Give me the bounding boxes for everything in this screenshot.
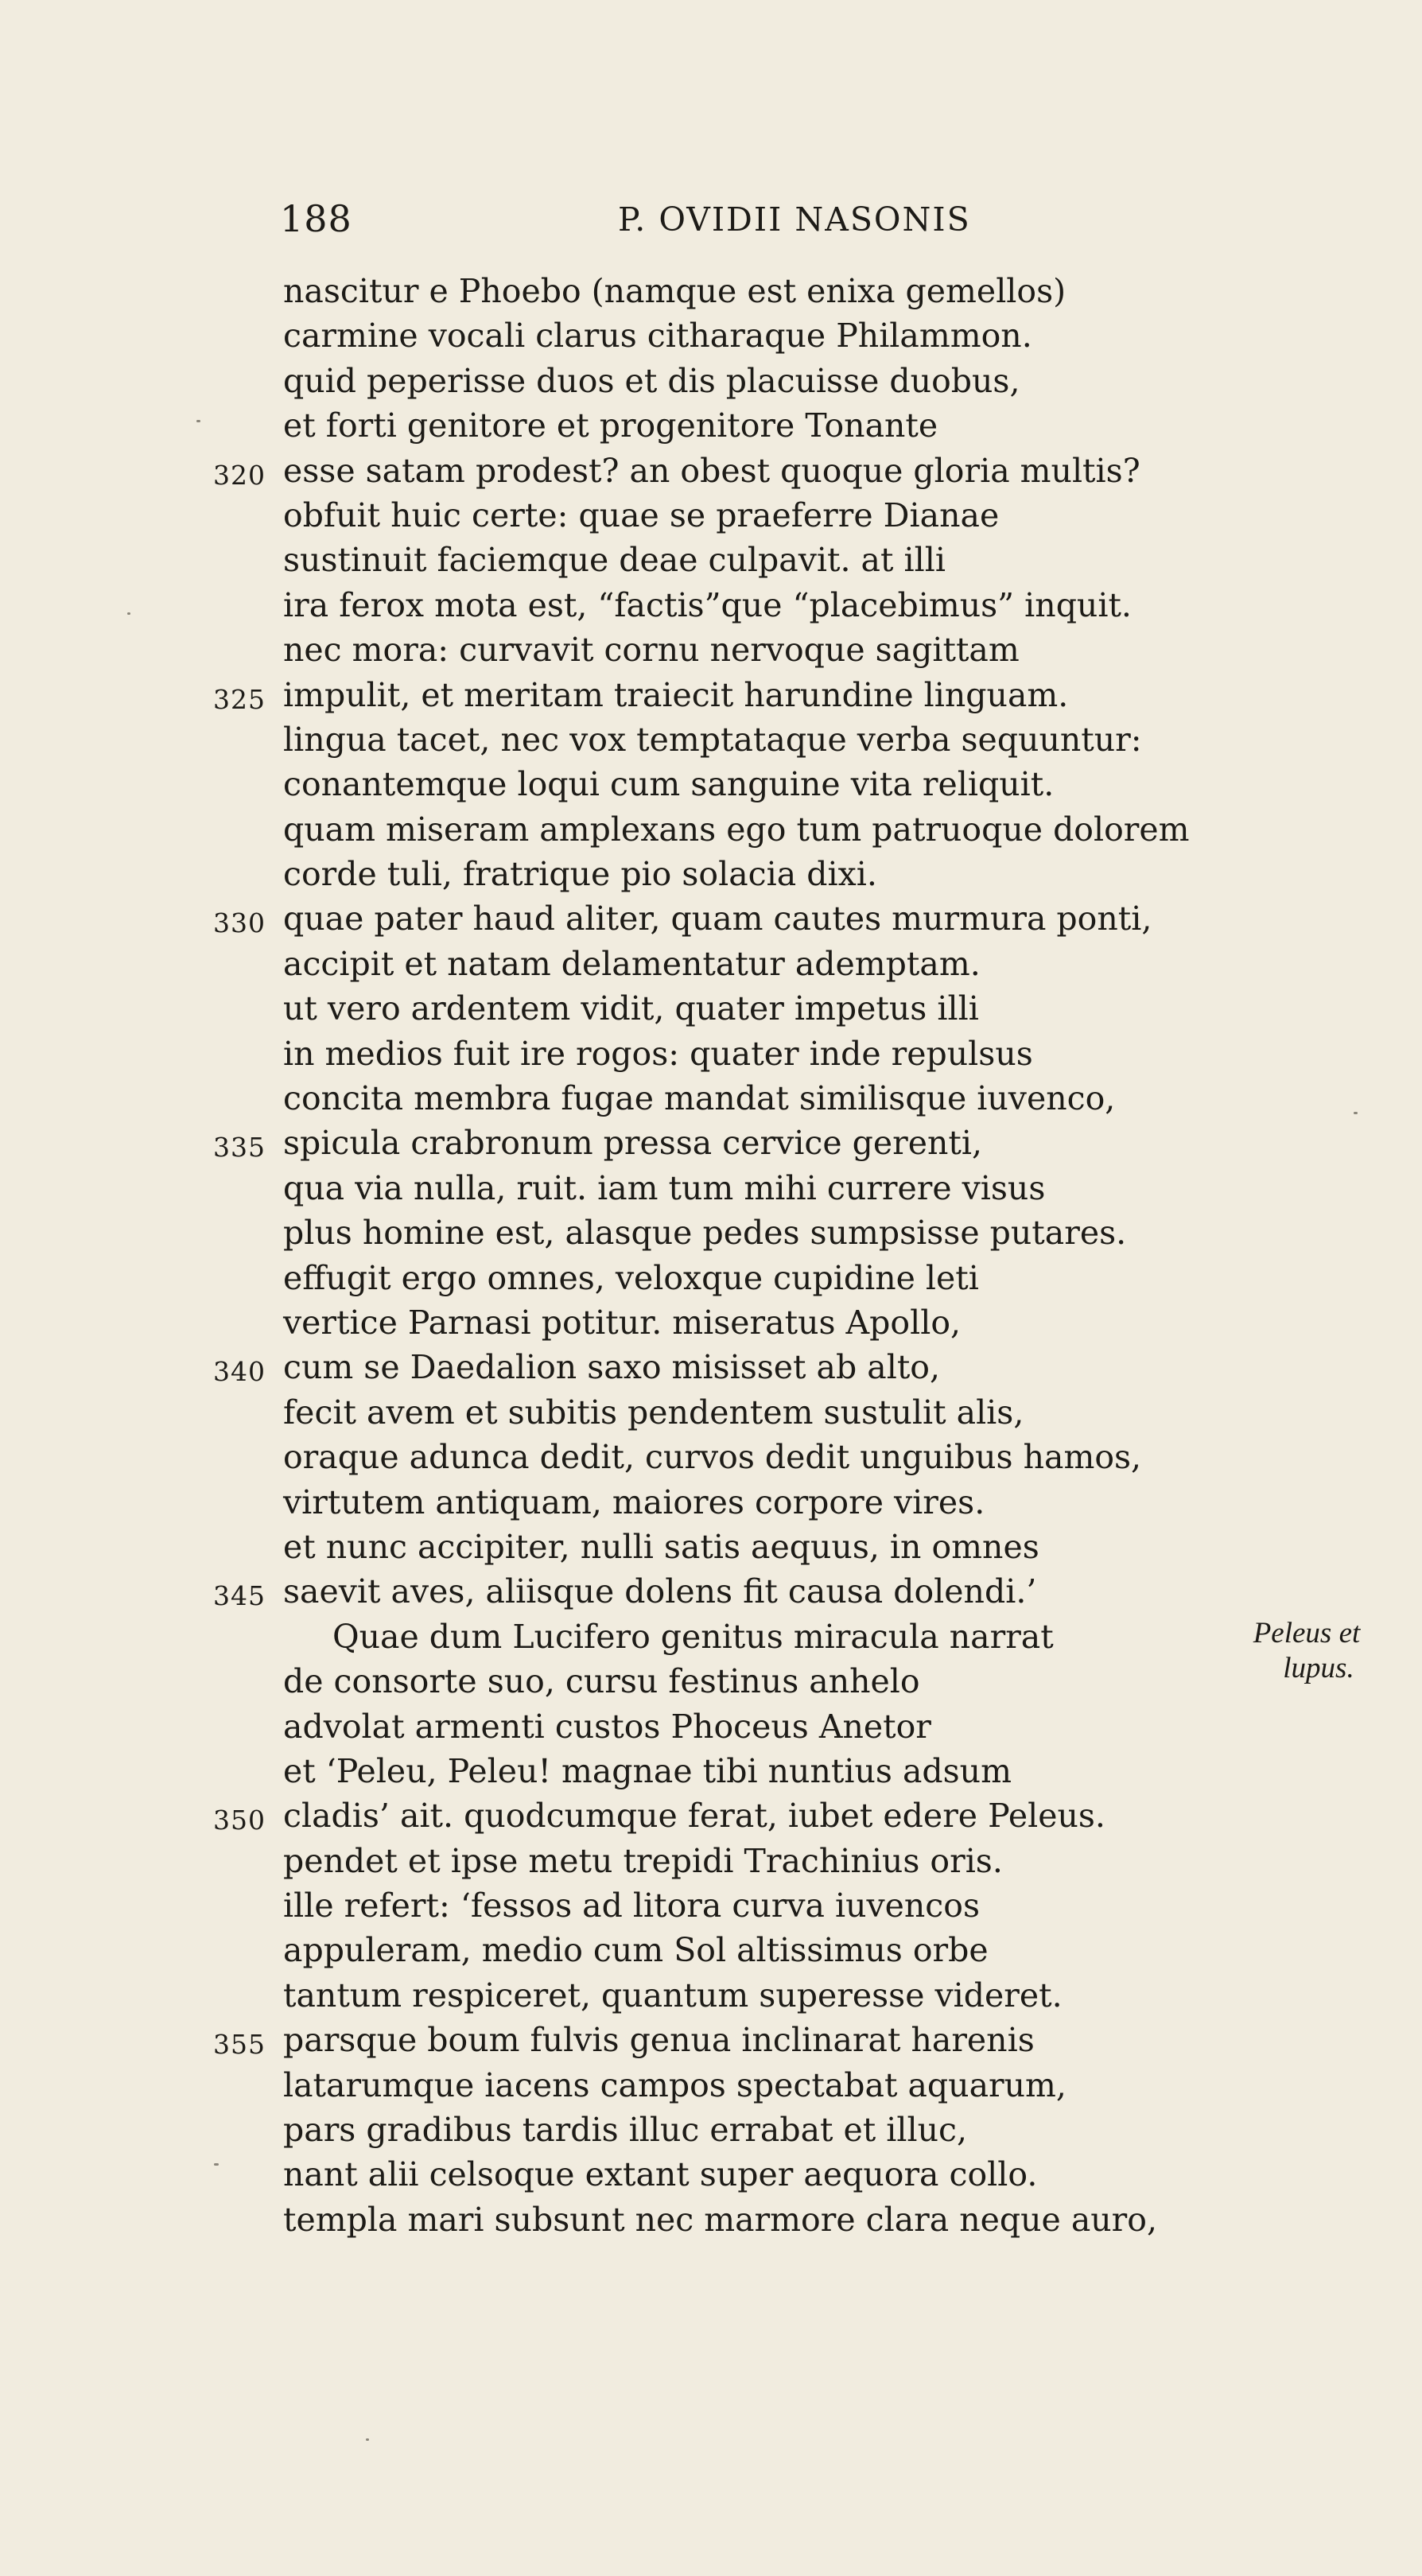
- line-text: ut vero ardentem vidit, quater impetus illi: [283, 989, 979, 1028]
- verse-line: [0, 583, 1422, 627]
- line-text: quam miseram amplexans ego tum patruoque dolorem: [283, 810, 1190, 849]
- line-text: et nunc accipiter, nulli satis aequus, in omnes: [283, 1527, 1039, 1566]
- line-text: et forti genitore et progenitore Tonante: [283, 406, 938, 445]
- verse-line: [0, 1614, 1422, 1659]
- line-text: accipit et natam delamentatur ademptam.: [283, 944, 981, 983]
- line-number: 330: [213, 907, 266, 939]
- verse-line: [0, 1973, 1422, 2018]
- line-text: quae pater haud aliter, quam cautes murmura ponti,: [283, 899, 1152, 938]
- line-text: spicula crabronum pressa cervice gerenti,: [283, 1124, 983, 1163]
- verse-line: [0, 1928, 1422, 1972]
- line-text: nascitur e Phoebo (namque est enixa gemellos): [283, 272, 1066, 310]
- verse-line: [0, 1256, 1422, 1300]
- line-text: tantum respiceret, quantum superesse videret.: [283, 1976, 1063, 2015]
- verse-line: [0, 1032, 1422, 1076]
- verse-line: [0, 896, 1422, 941]
- line-text: lingua tacet, nec vox temptataque verba sequuntur:: [283, 720, 1142, 759]
- line-text: vertice Parnasi potitur. miseratus Apollo,: [283, 1303, 962, 1342]
- verse-line: [0, 852, 1422, 896]
- scan-speck: [214, 2163, 219, 2166]
- line-text: carmine vocali clarus citharaque Philammon.: [283, 317, 1032, 356]
- line-number: 325: [213, 683, 266, 715]
- verse-line: [0, 673, 1422, 717]
- verse-line: [0, 1300, 1422, 1345]
- verse-text: [0, 269, 1422, 2242]
- verse-line: [0, 2108, 1422, 2152]
- line-text: nant alii celsoque extant super aequora collo.: [283, 2155, 1038, 2194]
- line-text: cum se Daedalion saxo misisset ab alto,: [283, 1348, 941, 1387]
- verse-line: [0, 1390, 1422, 1435]
- verse-line: [0, 1839, 1422, 1883]
- marginal-note-line: Peleus et: [1253, 1617, 1361, 1649]
- page-header: [280, 197, 1012, 253]
- line-text: ille refert: ‘fessos ad litora curva iuvencos: [283, 1886, 980, 1925]
- verse-line: [0, 2063, 1422, 2108]
- scan-speck: [1354, 1112, 1358, 1114]
- line-text: plus homine est, alasque pedes sumpsisse putares.: [283, 1214, 1127, 1253]
- line-text: templa mari subsunt nec marmore clara neque auro,: [283, 2200, 1157, 2239]
- line-text: concita membra fugae mandat similisque iuvenco,: [283, 1079, 1116, 1118]
- verse-line: [0, 762, 1422, 806]
- verse-line: [0, 493, 1422, 538]
- line-text: pendet et ipse metu trepidi Trachinius oris.: [283, 1841, 1003, 1880]
- verse-line: [0, 1210, 1422, 1255]
- line-text: pars gradibus tardis illuc errabat et illuc,: [283, 2111, 968, 2150]
- verse-line: [0, 807, 1422, 852]
- scan-speck: [196, 420, 200, 422]
- line-text: impulit, et meritam traiecit harundine linguam.: [283, 675, 1069, 714]
- line-text: advolat armenti custos Phoceus Anetor: [283, 1707, 931, 1746]
- line-text: in medios fuit ire rogos: quater inde repulsus: [283, 1034, 1033, 1073]
- verse-line: [0, 1525, 1422, 1569]
- line-number: 335: [213, 1132, 266, 1164]
- line-text: quid peperisse duos et dis placuisse duobus,: [283, 361, 1020, 400]
- verse-line: [0, 269, 1422, 313]
- verse-line: [0, 1793, 1422, 1838]
- line-text: ira ferox mota est, “factis”que “placebimus” inquit.: [283, 585, 1132, 624]
- verse-line: [0, 1883, 1422, 1928]
- line-number: 345: [213, 1580, 266, 1612]
- line-number: 355: [213, 2029, 266, 2061]
- verse-line: [0, 2197, 1422, 2242]
- verse-line: [0, 1435, 1422, 1479]
- line-text: virtutem antiquam, maiores corpore vires.: [283, 1482, 985, 1521]
- line-text: obfuit huic certe: quae se praeferre Dianae: [283, 495, 1000, 534]
- verse-line: [0, 717, 1422, 762]
- verse-line: [0, 313, 1422, 358]
- line-text: fecit avem et subitis pendentem sustulit alis,: [283, 1393, 1024, 1432]
- line-text: sustinuit faciemque deae culpavit. at illi: [283, 541, 946, 580]
- page-number: 188: [280, 197, 352, 240]
- running-head: P. OVIDII NASONIS: [618, 200, 971, 239]
- marginal-note: [1231, 1616, 1382, 1686]
- line-text: esse satam prodest? an obest quoque gloria multis?: [283, 451, 1140, 490]
- verse-line: [0, 1704, 1422, 1749]
- line-text: saevit aves, aliisque dolens fit causa dolendi.’: [283, 1572, 1037, 1611]
- verse-line: [0, 2018, 1422, 2062]
- verse-line: [0, 1659, 1422, 1704]
- scan-speck: [366, 2438, 369, 2441]
- verse-line: [0, 1166, 1422, 1210]
- line-text: oraque adunca dedit, curvos dedit unguibus hamos,: [283, 1438, 1142, 1477]
- scan-speck: [127, 612, 130, 615]
- line-text: et ‘Peleu, Peleu! magnae tibi nuntius adsum: [283, 1751, 1012, 1790]
- verse-line: [0, 986, 1422, 1031]
- verse-line: [0, 538, 1422, 582]
- line-text: conantemque loqui cum sanguine vita reliquit.: [283, 765, 1055, 804]
- verse-line: [0, 359, 1422, 403]
- verse-line: [0, 449, 1422, 493]
- line-text: qua via nulla, ruit. iam tum mihi currere visus: [283, 1168, 1046, 1207]
- verse-line: [0, 1749, 1422, 1793]
- line-text: latarumque iacens campos spectabat aquarum,: [283, 2065, 1066, 2104]
- line-text: de consorte suo, cursu festinus anhelo: [283, 1662, 920, 1701]
- verse-line: [0, 942, 1422, 986]
- line-text: corde tuli, fratrique pio solacia dixi.: [283, 855, 877, 894]
- verse-line: [0, 1569, 1422, 1614]
- line-number: 340: [213, 1356, 266, 1388]
- marginal-note-line: lupus.: [1283, 1652, 1354, 1684]
- verse-line: [0, 403, 1422, 448]
- verse-line: [0, 2152, 1422, 2197]
- verse-line: [0, 1121, 1422, 1165]
- line-number: 320: [213, 459, 266, 491]
- verse-line: [0, 1480, 1422, 1525]
- line-text: appuleram, medio cum Sol altissimus orbe: [283, 1931, 989, 1970]
- line-text: effugit ergo omnes, veloxque cupidine leti: [283, 1258, 979, 1297]
- verse-line: [0, 1345, 1422, 1389]
- line-text: Quae dum Lucifero genitus miracula narrat: [332, 1617, 1054, 1656]
- verse-line: [0, 1076, 1422, 1121]
- verse-line: [0, 627, 1422, 672]
- line-number: 350: [213, 1805, 266, 1836]
- line-text: parsque boum fulvis genua inclinarat harenis: [283, 2021, 1035, 2060]
- line-text: nec mora: curvavit cornu nervoque sagittam: [283, 631, 1020, 670]
- line-text: cladis’ ait. quodcumque ferat, iubet edere Peleus.: [283, 1797, 1105, 1836]
